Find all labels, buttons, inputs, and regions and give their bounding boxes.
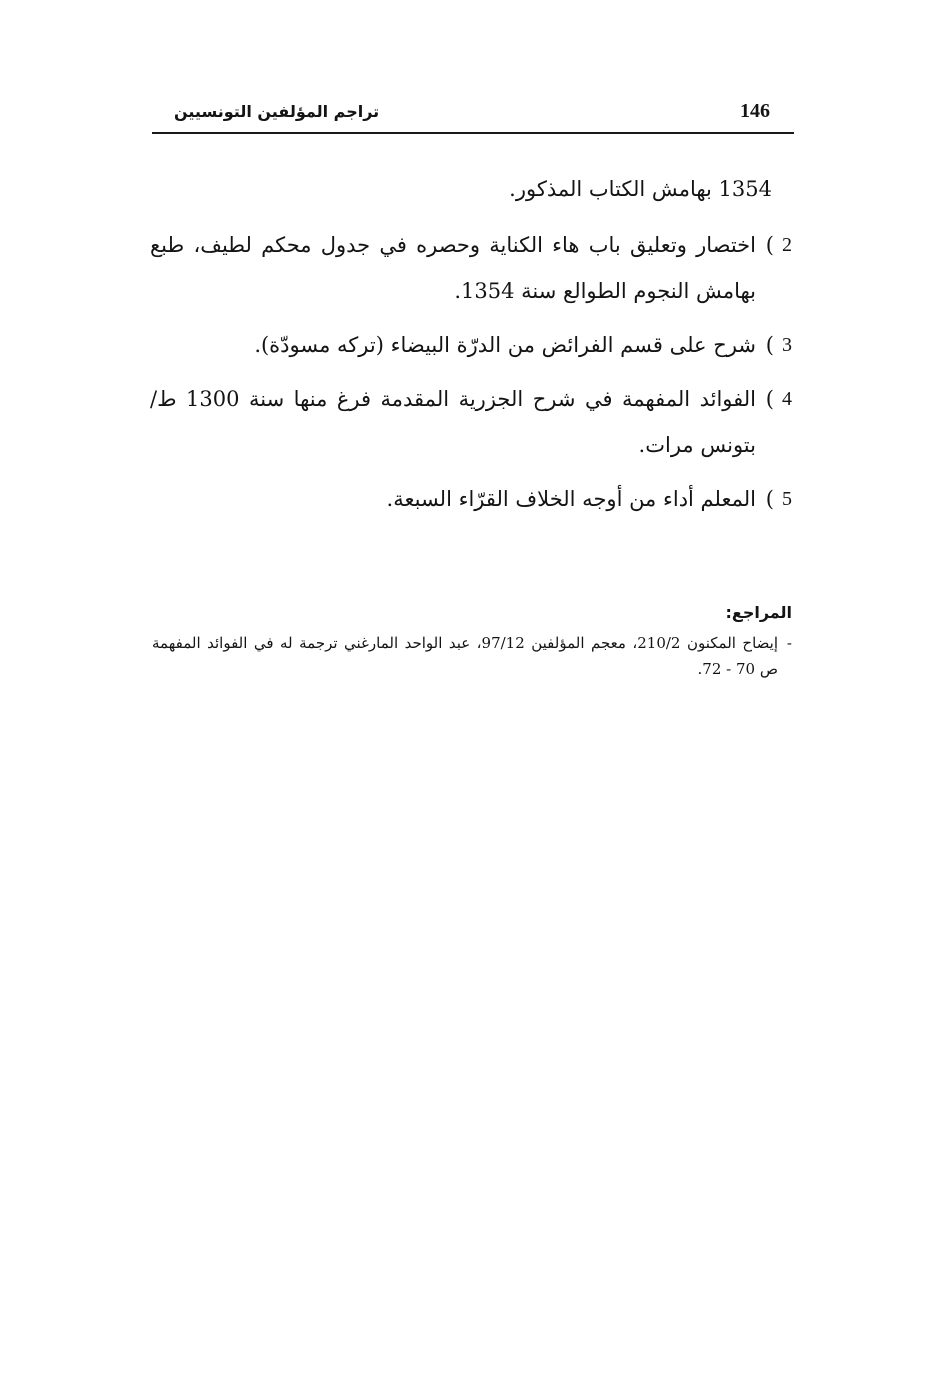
item-text: المعلم أداء من أوجه الخلاف القرّاء السبعة. xyxy=(386,487,756,511)
page-number: 146 xyxy=(740,100,770,122)
list-item xyxy=(150,376,792,468)
list-item xyxy=(150,476,792,522)
list-item xyxy=(150,222,792,314)
item-paren: ) xyxy=(765,487,774,511)
references-entry xyxy=(152,630,792,682)
item-paren: ) xyxy=(765,333,774,357)
continuation-line: 1354 بهامش الكتاب المذكور. xyxy=(509,177,772,201)
item-number: 2 xyxy=(782,234,792,256)
running-title: تراجم المؤلفين التونسيين xyxy=(174,102,380,121)
item-number: 5 xyxy=(782,488,792,510)
item-text: الفوائد المفهمة في شرح الجزرية المقدمة فرغ منها سنة 1300 ط/ بتونس مرات. xyxy=(150,387,757,457)
entry-text: إيضاح المكنون 210/2، معجم المؤلفين 97/12، عبد الواحد المارغني ترجمة له في الفوائد المفهمة ص 70 - 72. xyxy=(152,634,779,678)
list-item xyxy=(150,322,792,368)
item-paren: ) xyxy=(765,233,774,257)
item-number: 3 xyxy=(782,334,792,356)
page-header xyxy=(152,96,794,134)
item-number: 4 xyxy=(782,388,792,410)
item-text: اختصار وتعليق باب هاء الكناية وحصره في جدول محكم لطيف، طبع بهامش النجوم الطوالع سنة 1354. xyxy=(150,233,756,303)
references-heading: المراجع: xyxy=(725,603,792,622)
item-text: شرح على قسم الفرائض من الدرّة البيضاء (تركه مسودّة). xyxy=(254,333,756,357)
item-paren: ) xyxy=(765,387,774,411)
entry-dash: - xyxy=(786,634,792,652)
